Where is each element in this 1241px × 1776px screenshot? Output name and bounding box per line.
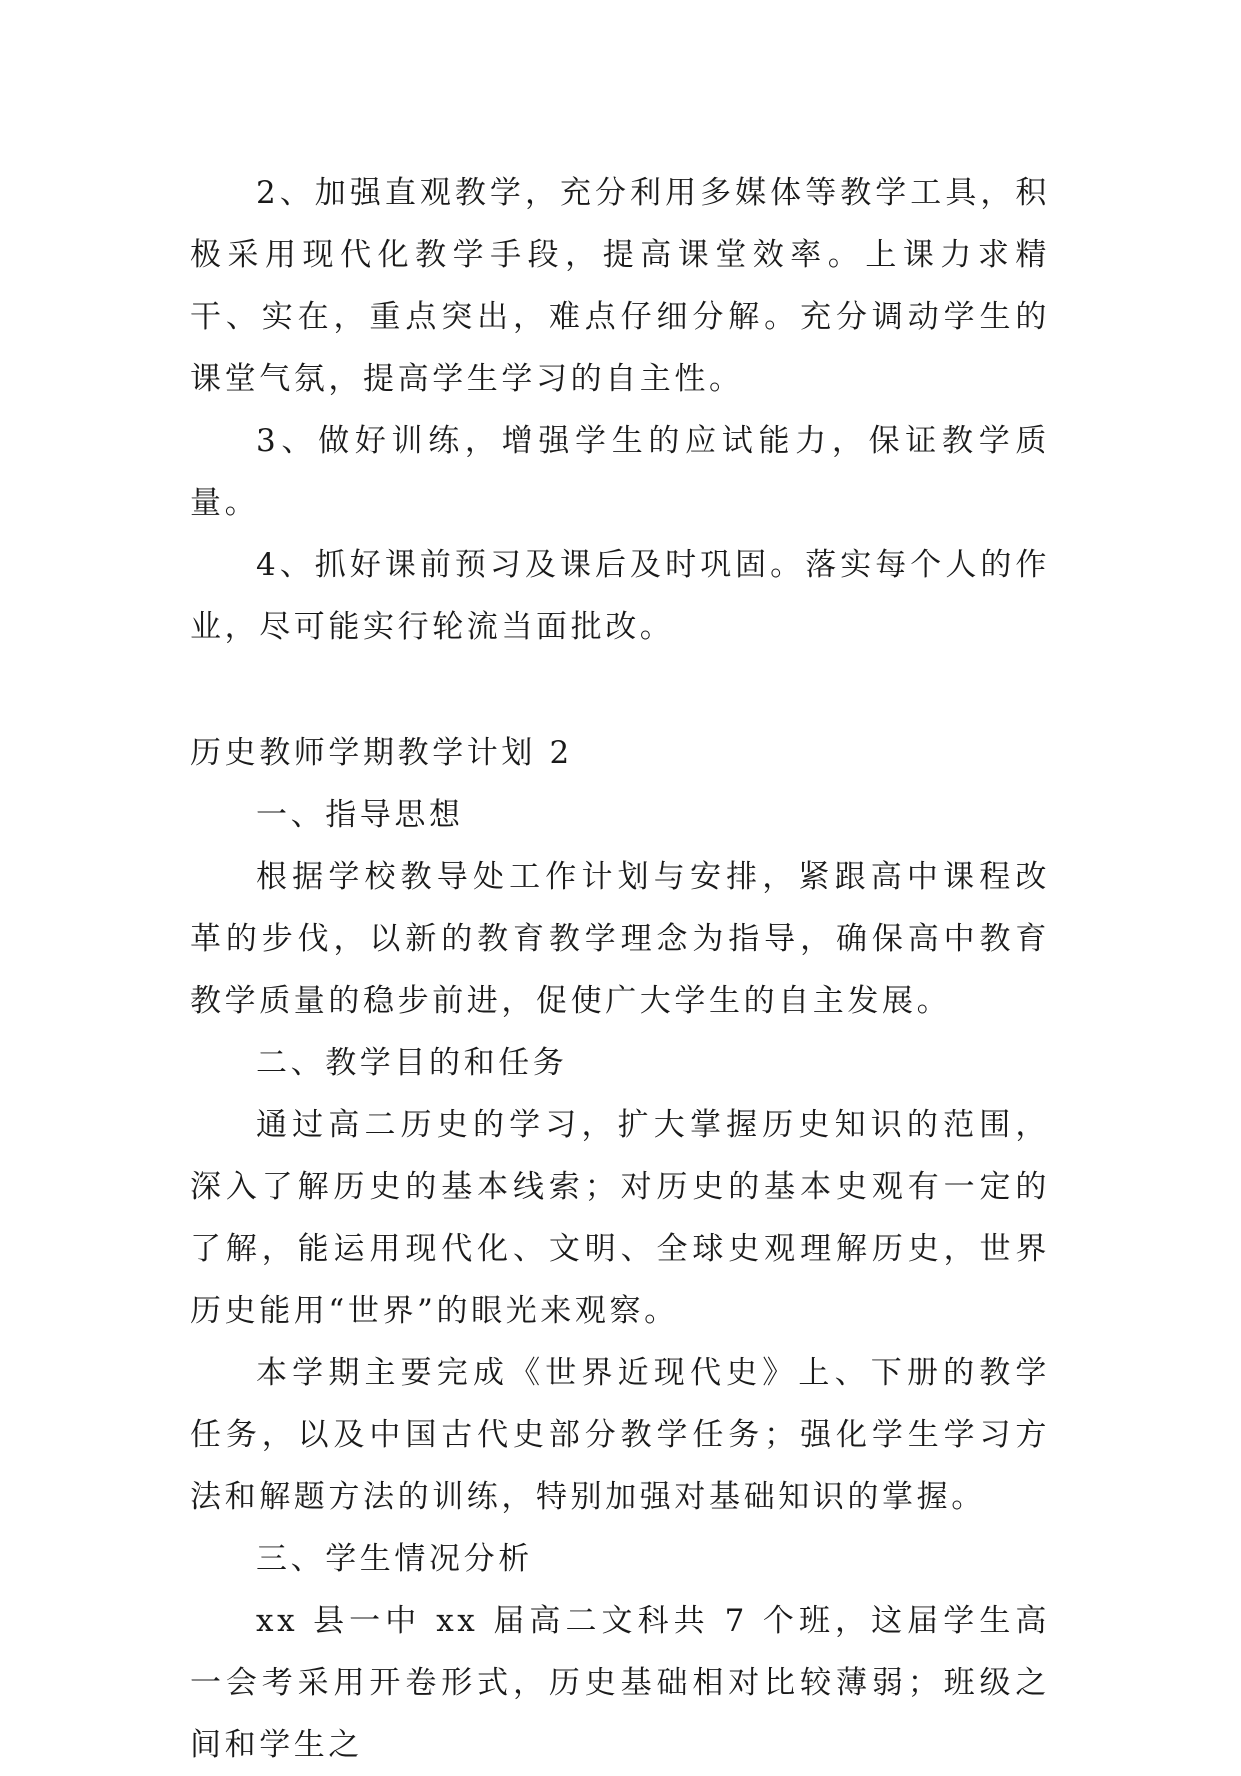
section-heading-guiding-idea: 一、指导思想 — [256, 797, 464, 833]
paragraph-student-analysis: xx 县一中 xx 届高二文科共 7 个班，这届学生高一会考采用开卷形式，历史基础相对比较薄弱；班级之间和学生之 — [190, 1603, 1050, 1763]
section-title: 历史教师学期教学计划 2 — [190, 735, 573, 771]
document-body — [190, 162, 1050, 1776]
section-heading-student-analysis: 三、学生情况分析 — [256, 1541, 533, 1577]
list-item: 4、抓好课前预习及课后及时巩固。落实每个人的作业，尽可能实行轮流当面批改。 — [190, 547, 1050, 645]
paragraph-guiding-idea: 根据学校教导处工作计划与安排，紧跟高中课程改革的步伐，以新的教育教学理念为指导，确保高中教育教学质量的稳步前进，促使广大学生的自主发展。 — [190, 859, 1050, 1019]
list-item: 3、做好训练，增强学生的应试能力，保证教学质量。 — [190, 423, 1050, 521]
paragraph-teaching-tasks: 本学期主要完成《世界近现代史》上、下册的教学任务，以及中国古代史部分教学任务；强化学生学习方法和解题方法的训练，特别加强对基础知识的掌握。 — [190, 1355, 1050, 1515]
list-item: 2、加强直观教学，充分利用多媒体等教学工具，积极采用现代化教学手段，提高课堂效率。上课力求精干、实在，重点突出，难点仔细分解。充分调动学生的课堂气氛，提高学生学习的自主性。 — [190, 175, 1050, 397]
section-heading-teaching-goals: 二、教学目的和任务 — [256, 1045, 568, 1081]
paragraph-teaching-goals: 通过高二历史的学习，扩大掌握历史知识的范围，深入了解历史的基本线索；对历史的基本史观有一定的了解，能运用现代化、文明、全球史观理解历史，世界历史能用“世界”的眼光来观察。 — [190, 1107, 1050, 1329]
